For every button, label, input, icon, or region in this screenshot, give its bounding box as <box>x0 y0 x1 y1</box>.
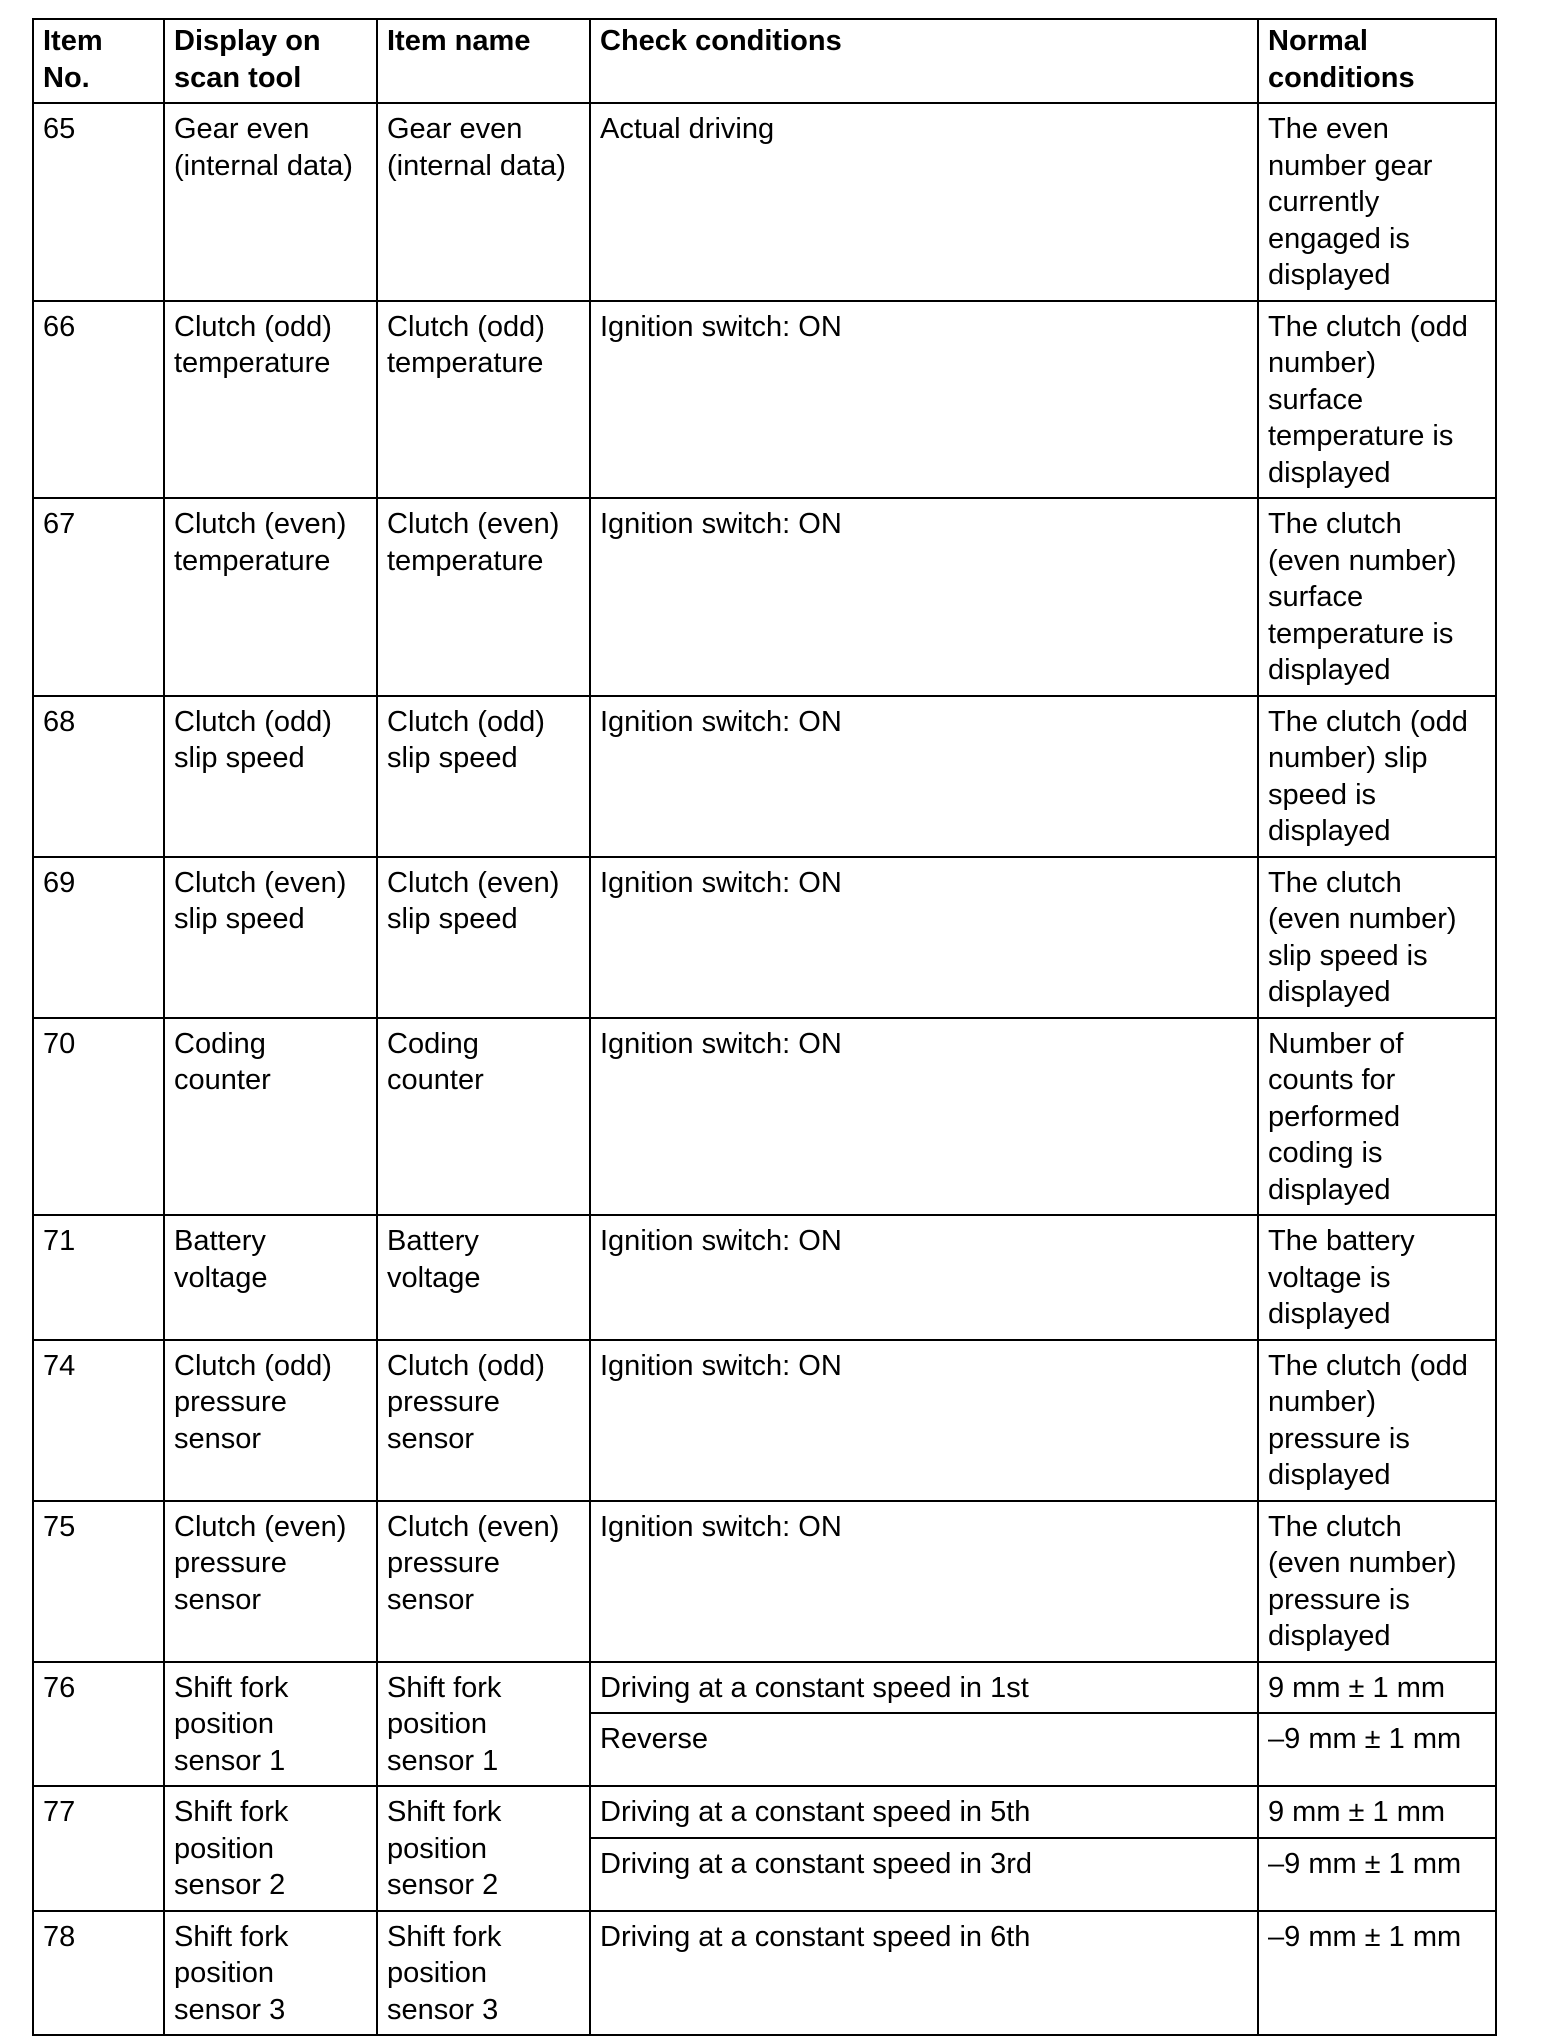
cell-display-on-scan-tool-text: Shift fork position sensor 3 <box>174 1920 289 2026</box>
header-display-on-scan-tool: Display on scan tool <box>164 19 377 103</box>
cell-item-no <box>33 1340 164 1501</box>
cell-item-name <box>377 1911 590 2036</box>
header-item-name: Item name <box>377 19 590 103</box>
cell-item-no-text: 75 <box>43 1510 76 1543</box>
cell-check-condition <box>590 498 1258 696</box>
table-row <box>33 1501 1496 1662</box>
header-row <box>33 19 1496 103</box>
cell-display-on-scan-tool-text: Clutch (odd) pressure sensor <box>174 1349 332 1455</box>
cell-display-on-scan-tool <box>164 857 377 1018</box>
cell-normal-condition-text: Number of counts for performed coding is displayed <box>1268 1027 1404 1206</box>
cell-check-condition-text: Driving at a constant speed in 1st <box>600 1671 1029 1704</box>
cell-display-on-scan-tool-text: Shift fork position sensor 1 <box>174 1671 289 1777</box>
cell-normal-condition-text: The clutch (odd number) surface temperature is displayed <box>1268 310 1468 489</box>
cell-display-on-scan-tool <box>164 1786 377 1911</box>
cell-item-name <box>377 498 590 696</box>
cell-item-name <box>377 1786 590 1911</box>
cell-normal-condition-text: –9 mm ± 1 mm <box>1268 1723 1462 1756</box>
cell-item-name <box>377 1340 590 1501</box>
cell-item-name-text: Clutch (odd) temperature <box>387 310 545 379</box>
table-row <box>33 1340 1496 1501</box>
cell-normal-condition <box>1258 1340 1496 1501</box>
table-row <box>33 1662 1496 1714</box>
cell-item-no <box>33 1215 164 1340</box>
cell-check-condition-text: Driving at a constant speed in 5th <box>600 1796 1031 1828</box>
cell-check-condition <box>590 301 1258 499</box>
table-row <box>33 1215 1496 1340</box>
cell-normal-condition <box>1258 1662 1496 1714</box>
cell-check-condition-text: Ignition switch: ON <box>600 705 842 738</box>
cell-display-on-scan-tool-text: Battery voltage <box>174 1225 268 1294</box>
cell-normal-condition <box>1258 1215 1496 1340</box>
cell-item-name-text: Clutch (even) slip speed <box>387 866 560 935</box>
cell-item-name <box>377 301 590 499</box>
cell-item-no-text: 76 <box>43 1671 76 1704</box>
table-row <box>33 301 1496 499</box>
cell-display-on-scan-tool <box>164 696 377 857</box>
cell-item-no <box>33 1018 164 1216</box>
cell-display-on-scan-tool <box>164 1911 377 2036</box>
cell-item-no-text: 68 <box>43 705 76 738</box>
cell-normal-condition <box>1258 1838 1496 1911</box>
cell-item-name <box>377 1501 590 1662</box>
table-row <box>33 1018 1496 1216</box>
cell-item-no <box>33 1786 164 1911</box>
cell-item-no-text: 69 <box>43 866 76 899</box>
cell-check-condition <box>590 857 1258 1018</box>
table-body <box>33 103 1496 2035</box>
cell-item-no <box>33 1662 164 1787</box>
cell-item-name <box>377 696 590 857</box>
table-row <box>33 857 1496 1018</box>
table-row <box>33 498 1496 696</box>
cell-item-name <box>377 857 590 1018</box>
cell-item-no-text: 70 <box>43 1027 76 1060</box>
cell-check-condition <box>590 103 1258 301</box>
cell-display-on-scan-tool <box>164 1662 377 1787</box>
cell-normal-condition <box>1258 1911 1496 2036</box>
cell-check-condition <box>590 1018 1258 1216</box>
cell-item-no <box>33 1911 164 2036</box>
cell-item-no-text: 65 <box>43 113 76 145</box>
cell-display-on-scan-tool <box>164 301 377 499</box>
cell-normal-condition <box>1258 696 1496 857</box>
cell-display-on-scan-tool-text: Clutch (even) slip speed <box>174 866 347 935</box>
cell-display-on-scan-tool <box>164 1215 377 1340</box>
cell-item-no-text: 71 <box>43 1225 76 1257</box>
cell-item-name-text: Battery voltage <box>387 1225 481 1294</box>
cell-normal-condition <box>1258 103 1496 301</box>
cell-check-condition <box>590 1662 1258 1714</box>
table-row <box>33 103 1496 301</box>
cell-display-on-scan-tool-text: Clutch (even) pressure sensor <box>174 1510 347 1616</box>
cell-display-on-scan-tool-text: Clutch (odd) slip speed <box>174 705 332 774</box>
cell-item-name <box>377 1018 590 1216</box>
cell-item-name <box>377 1215 590 1340</box>
cell-display-on-scan-tool-text: Clutch (odd) temperature <box>174 310 332 379</box>
cell-check-condition-text: Ignition switch: ON <box>600 866 842 899</box>
cell-normal-condition-text: 9 mm ± 1 mm <box>1268 1796 1446 1828</box>
cell-normal-condition-text: The clutch (even number) surface temperature is displayed <box>1268 508 1457 686</box>
cell-item-name-text: Shift fork position sensor 2 <box>387 1796 502 1901</box>
cell-display-on-scan-tool <box>164 103 377 301</box>
cell-check-condition <box>590 1786 1258 1838</box>
cell-item-no <box>33 498 164 696</box>
cell-check-condition <box>590 1911 1258 2036</box>
cell-check-condition-text: Ignition switch: ON <box>600 1510 842 1543</box>
cell-normal-condition <box>1258 1713 1496 1786</box>
cell-check-condition-text: Driving at a constant speed in 3rd <box>600 1847 1033 1880</box>
cell-item-no-text: 77 <box>43 1796 76 1828</box>
table-row <box>33 696 1496 857</box>
cell-item-name-text: Coding counter <box>387 1027 484 1096</box>
cell-item-no-text: 78 <box>43 1920 76 1953</box>
cell-item-name-text: Shift fork position sensor 1 <box>387 1671 502 1777</box>
cell-check-condition-text: Ignition switch: ON <box>600 508 842 540</box>
cell-item-no <box>33 1501 164 1662</box>
cell-check-condition-text: Reverse <box>600 1723 708 1756</box>
cell-check-condition-text: Actual driving <box>600 113 775 145</box>
table-row <box>33 1786 1496 1838</box>
cell-display-on-scan-tool-text: Shift fork position sensor 2 <box>174 1796 289 1901</box>
cell-item-no <box>33 696 164 857</box>
cell-check-condition <box>590 1215 1258 1340</box>
cell-display-on-scan-tool <box>164 498 377 696</box>
cell-check-condition <box>590 696 1258 857</box>
cell-item-no-text: 66 <box>43 310 76 343</box>
cell-check-condition <box>590 1501 1258 1662</box>
cell-item-no-text: 67 <box>43 508 76 540</box>
cell-normal-condition-text: The battery voltage is displayed <box>1268 1225 1415 1330</box>
cell-normal-condition-text: The clutch (odd number) slip speed is displayed <box>1268 705 1468 847</box>
cell-item-name-text: Shift fork position sensor 3 <box>387 1920 502 2026</box>
cell-item-name-text: Clutch (even) temperature <box>387 508 560 577</box>
cell-check-condition-text: Driving at a constant speed in 6th <box>600 1920 1031 1953</box>
cell-item-name-text: Gear even (internal data) <box>387 113 566 182</box>
cell-item-name <box>377 1662 590 1787</box>
cell-normal-condition <box>1258 1018 1496 1216</box>
cell-check-condition <box>590 1838 1258 1911</box>
cell-item-name-text: Clutch (odd) slip speed <box>387 705 545 774</box>
cell-check-condition-text: Ignition switch: ON <box>600 1225 842 1257</box>
cell-normal-condition-text: –9 mm ± 1 mm <box>1268 1847 1462 1880</box>
cell-item-no <box>33 301 164 499</box>
cell-check-condition <box>590 1340 1258 1501</box>
cell-item-no <box>33 857 164 1018</box>
cell-display-on-scan-tool-text: Coding counter <box>174 1027 271 1096</box>
diagnostic-data-table <box>32 18 1497 2036</box>
cell-check-condition-text: Ignition switch: ON <box>600 1349 842 1382</box>
cell-display-on-scan-tool <box>164 1018 377 1216</box>
header-normal-conditions: Normal conditions <box>1258 19 1496 103</box>
header-check-conditions: Check conditions <box>590 19 1258 103</box>
cell-normal-condition-text: The clutch (odd number) pressure is displayed <box>1268 1349 1468 1491</box>
cell-check-condition <box>590 1713 1258 1786</box>
header-item-no: Item No. <box>33 19 164 103</box>
cell-normal-condition-text: The clutch (even number) pressure is displayed <box>1268 1510 1457 1652</box>
cell-item-name <box>377 103 590 301</box>
cell-item-name-text: Clutch (even) pressure sensor <box>387 1510 560 1616</box>
cell-normal-condition <box>1258 857 1496 1018</box>
table-row <box>33 1911 1496 2036</box>
cell-item-no <box>33 103 164 301</box>
cell-normal-condition <box>1258 1501 1496 1662</box>
cell-display-on-scan-tool <box>164 1501 377 1662</box>
cell-normal-condition <box>1258 498 1496 696</box>
cell-normal-condition <box>1258 301 1496 499</box>
cell-display-on-scan-tool-text: Clutch (even) temperature <box>174 508 347 577</box>
cell-check-condition-text: Ignition switch: ON <box>600 1027 842 1060</box>
cell-normal-condition-text: The clutch (even number) slip speed is displayed <box>1268 866 1457 1008</box>
cell-item-no-text: 74 <box>43 1349 76 1382</box>
cell-check-condition-text: Ignition switch: ON <box>600 310 842 343</box>
cell-display-on-scan-tool-text: Gear even (internal data) <box>174 113 353 182</box>
cell-normal-condition-text: 9 mm ± 1 mm <box>1268 1671 1446 1704</box>
cell-normal-condition-text: The even number gear currently engaged is displayed <box>1268 113 1433 291</box>
cell-item-name-text: Clutch (odd) pressure sensor <box>387 1349 545 1455</box>
cell-normal-condition-text: –9 mm ± 1 mm <box>1268 1920 1462 1953</box>
cell-display-on-scan-tool <box>164 1340 377 1501</box>
cell-normal-condition <box>1258 1786 1496 1838</box>
